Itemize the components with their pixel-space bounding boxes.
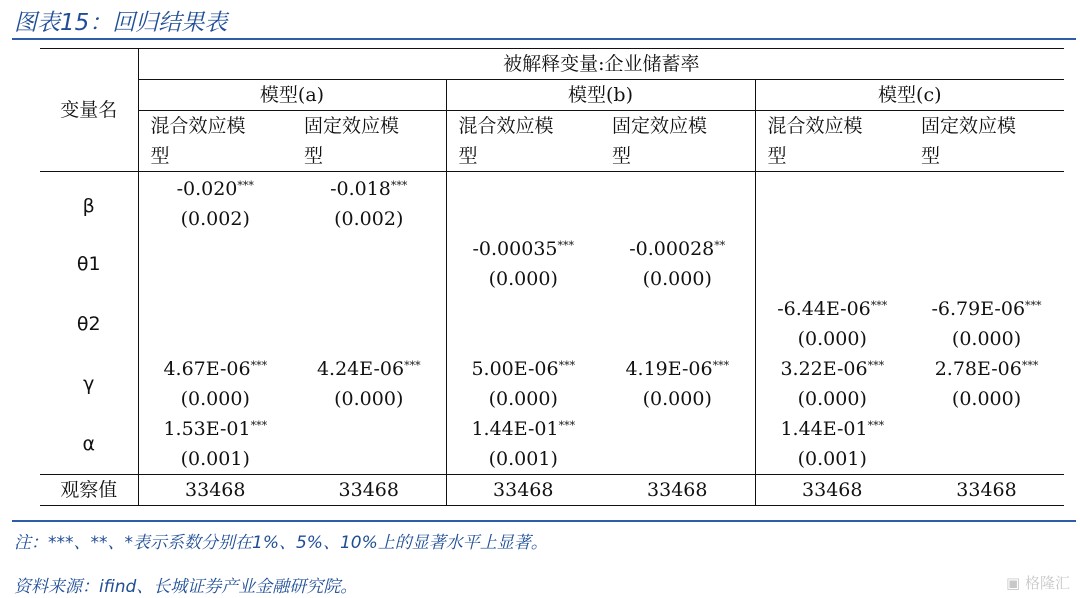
model-c-header: 模型(c) — [755, 80, 1064, 111]
theta2-fixed-c: -6.79E-06*** (0.000) — [931, 298, 1042, 350]
row-label-beta: β — [82, 195, 95, 217]
table-row — [40, 354, 1064, 414]
gamma-mixed-c: 3.22E-06*** (0.000) — [755, 354, 909, 414]
figure-title: 图表15：回归结果表 — [14, 10, 228, 36]
obs-value: 33468 — [909, 475, 1064, 506]
watermark: ▣ 格隆汇 — [1006, 574, 1070, 592]
alpha-mixed-c: 1.44E-01*** (0.001) — [755, 414, 909, 475]
row-label-gamma: γ — [83, 373, 95, 395]
note-divider — [12, 520, 1076, 522]
dependent-variable-header: 被解释变量:企业储蓄率 — [138, 49, 1064, 80]
obs-value: 33468 — [446, 475, 600, 506]
obs-value: 33468 — [600, 475, 755, 506]
obs-value: 33468 — [138, 475, 292, 506]
alpha-mixed-a: 1.53E-01*** (0.001) — [138, 414, 292, 475]
gamma-fixed-c: 2.78E-06*** (0.000) — [934, 358, 1039, 410]
theta2-mixed-c: -6.44E-06*** (0.000) — [755, 294, 909, 354]
obs-value: 33468 — [292, 475, 446, 506]
theta1-fixed-b: -0.00028** (0.000) — [629, 238, 726, 290]
model-b-header: 模型(b) — [446, 80, 755, 111]
gamma-mixed-a: 4.67E-06*** (0.000) — [138, 354, 292, 414]
source-note: 资料来源：ifind、长城证券产业金融研究院。 — [14, 577, 358, 597]
subheader-fixed-a: 固定效应模 型 — [304, 115, 400, 167]
significance-note: 注：***、**、*表示系数分别在1%、5%、10%上的显著水平上显著。 — [14, 533, 548, 553]
row-label-theta2: θ2 — [76, 313, 101, 335]
row-label-theta1: θ1 — [76, 253, 101, 275]
observations-label: 观察值 — [40, 475, 138, 506]
table-row — [40, 294, 1064, 354]
beta-fixed-a: -0.018*** (0.002) — [330, 178, 408, 230]
row-label-alpha: α — [82, 433, 96, 455]
regression-table — [40, 48, 1064, 506]
subheader-mixed-b: 混合效应模 型 — [446, 111, 600, 172]
table-row — [40, 172, 1064, 235]
obs-value: 33468 — [755, 475, 909, 506]
subheader-mixed-c: 混合效应模 型 — [755, 111, 909, 172]
theta1-mixed-b: -0.00035*** (0.000) — [446, 234, 600, 294]
table-row — [40, 414, 1064, 475]
subheader-mixed-a: 混合效应模 型 — [138, 111, 292, 172]
gamma-fixed-b: 4.19E-06*** (0.000) — [625, 358, 730, 410]
alpha-mixed-b: 1.44E-01*** (0.001) — [446, 414, 600, 475]
gamma-fixed-a: 4.24E-06*** (0.000) — [316, 358, 421, 410]
varname-header: 变量名 — [40, 49, 138, 172]
observations-row — [40, 475, 1064, 506]
table-row — [40, 234, 1064, 294]
gamma-mixed-b: 5.00E-06*** (0.000) — [446, 354, 600, 414]
subheader-fixed-c: 固定效应模 型 — [921, 115, 1017, 167]
title-divider — [12, 38, 1076, 40]
model-a-header: 模型(a) — [138, 80, 446, 111]
subheader-fixed-b: 固定效应模 型 — [612, 115, 708, 167]
beta-mixed-a: -0.020*** (0.002) — [138, 172, 292, 235]
watermark-logo-icon: ▣ — [1006, 574, 1021, 592]
